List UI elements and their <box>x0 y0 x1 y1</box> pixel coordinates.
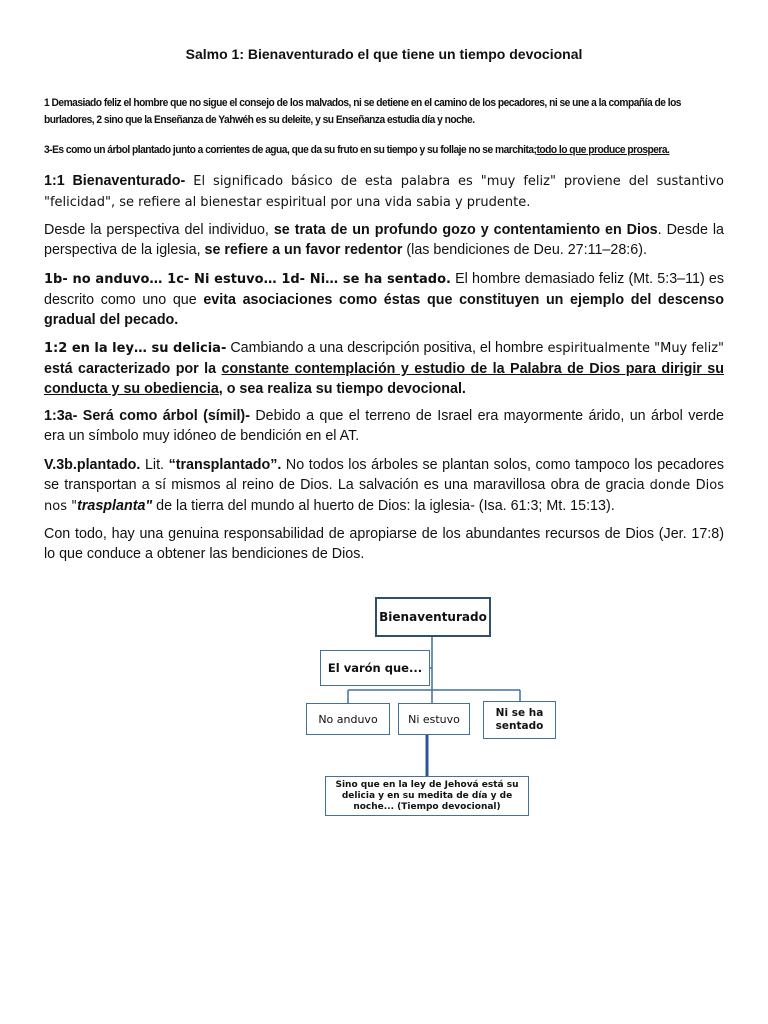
node-ni-estuvo: Ni estuvo <box>398 703 470 735</box>
p6-text-4: de la tierra del mundo al huerto de Dios: la iglesia- (Isa. 61:3; Mt. 15:13). <box>152 498 615 514</box>
page-title: Salmo 1: Bienaventurado el que tiene un tiempo devocional <box>185 46 583 62</box>
p6-text-2: No todos los árboles se plantan solos, como tampoco los pecadores se transportan a sí mismos al reino de Dios. La salvación es una maravillosa obra de gracia <box>44 457 724 493</box>
p2-text-1: Desde la perspectiva del individuo, <box>44 222 274 238</box>
p4-text-1: Cambiando a una descripción positiva, el hombre <box>226 340 548 356</box>
p3-bold-1: evita asociaciones como éstas que constituyen un ejemplo del descenso gradual del pecado. <box>44 292 724 328</box>
p6-text-3: donde Dios nos " <box>44 478 724 514</box>
paragraph-responsabilidad <box>44 524 724 564</box>
p2-text-3: (las bendiciones de Deu. 27:11–28:6). <box>402 242 647 258</box>
paragraph-arbol <box>44 406 724 446</box>
p3-text-1: El hombre demasiado feliz (Mt. 5:3–11) es descrito como uno que <box>44 271 724 308</box>
p4-bold-2: , o sea realiza su tiempo devocional. <box>218 381 466 397</box>
paragraph-perspectiva <box>44 220 724 260</box>
p4-heading: 1:2 en la ley… su delicia- <box>44 341 227 356</box>
p1-text-2: , se refiere al bienestar espiritual por una vida sabia y prudente. <box>111 195 531 210</box>
p6-text-1: Lit. <box>140 457 169 473</box>
paragraph-en-la-ley <box>44 338 724 399</box>
node-ni-se-ha-sentado: Ni se ha sentado <box>483 701 556 739</box>
p4-underlined: constante contemplación y estudio de la Palabra de Dios para dirigir su conducta y su obediencia <box>44 361 724 397</box>
paragraph-bienaventurado <box>44 171 724 213</box>
verse-3-text: 3-Es como un árbol plantado junto a corrientes de agua, que da su fruto en su tiempo y su follaje no se marchita; <box>44 144 537 156</box>
verse-1-2: 1 Demasiado feliz el hombre que no sigue el consejo de los malvados, ni se detiene en el camino de los pecadores, ni se une a la compañía de los burladores, 2 sino que la Enseñanza de Yahwéh es su deleite, y su Enseñanza estudia día y noche. <box>44 97 681 126</box>
p6-heading: V.3b.plantado. <box>44 457 141 473</box>
p7-text-1: Con todo, hay una genuina responsabilidad de apropiarse de los abundantes recursos de Dios (Jer. 17:8) lo que conduce a obtener las bendiciones de Dios. <box>44 526 724 562</box>
node-el-varon-que: El varón que... <box>320 650 430 686</box>
p2-bold-2: se refiere a un favor redentor <box>204 242 403 258</box>
p4-text-2: espiritualmente "Muy feliz" <box>547 341 724 356</box>
verse-3-underlined: todo lo que produce prospera. <box>536 144 670 156</box>
p1-heading: 1:1 Bienaventurado- <box>44 173 186 189</box>
node-bienaventurado: Bienaventurado <box>375 597 491 637</box>
p5-text-1: Debido a que el terreno de Israel era mayormente árido, un árbol verde era un símbolo muy idóneo de bendición en el AT. <box>44 408 724 444</box>
p4-bold-1: está caracterizado por la <box>44 361 222 377</box>
paragraph-no-anduvo <box>44 269 724 330</box>
node-sino-que: Sino que en la ley de Jehová está su delicia y en su medita de día y de noche... (Tiempo devocional) <box>325 776 529 816</box>
p5-heading: 1:3a- Será como árbol (símil)- <box>44 408 250 424</box>
p6-bold-italic: trasplanta" <box>77 498 153 514</box>
p2-bold-1: se trata de un profundo gozo y contentamiento en Dios <box>273 222 658 238</box>
p3-heading: 1b- no anduvo… 1c- Ni estuvo… 1d- Ni… se ha sentado. <box>44 272 451 287</box>
verse-3 <box>44 142 724 159</box>
node-no-anduvo: No anduvo <box>306 703 390 735</box>
p2-text-2: . Desde la perspectiva de la iglesia, <box>44 222 724 258</box>
p1-text-1: El significado básico de esta palabra es "muy feliz" proviene del sustantivo "felicidad" <box>44 174 724 210</box>
p6-bold-1: “transplantado”. <box>168 457 282 473</box>
paragraph-plantado <box>44 455 724 517</box>
